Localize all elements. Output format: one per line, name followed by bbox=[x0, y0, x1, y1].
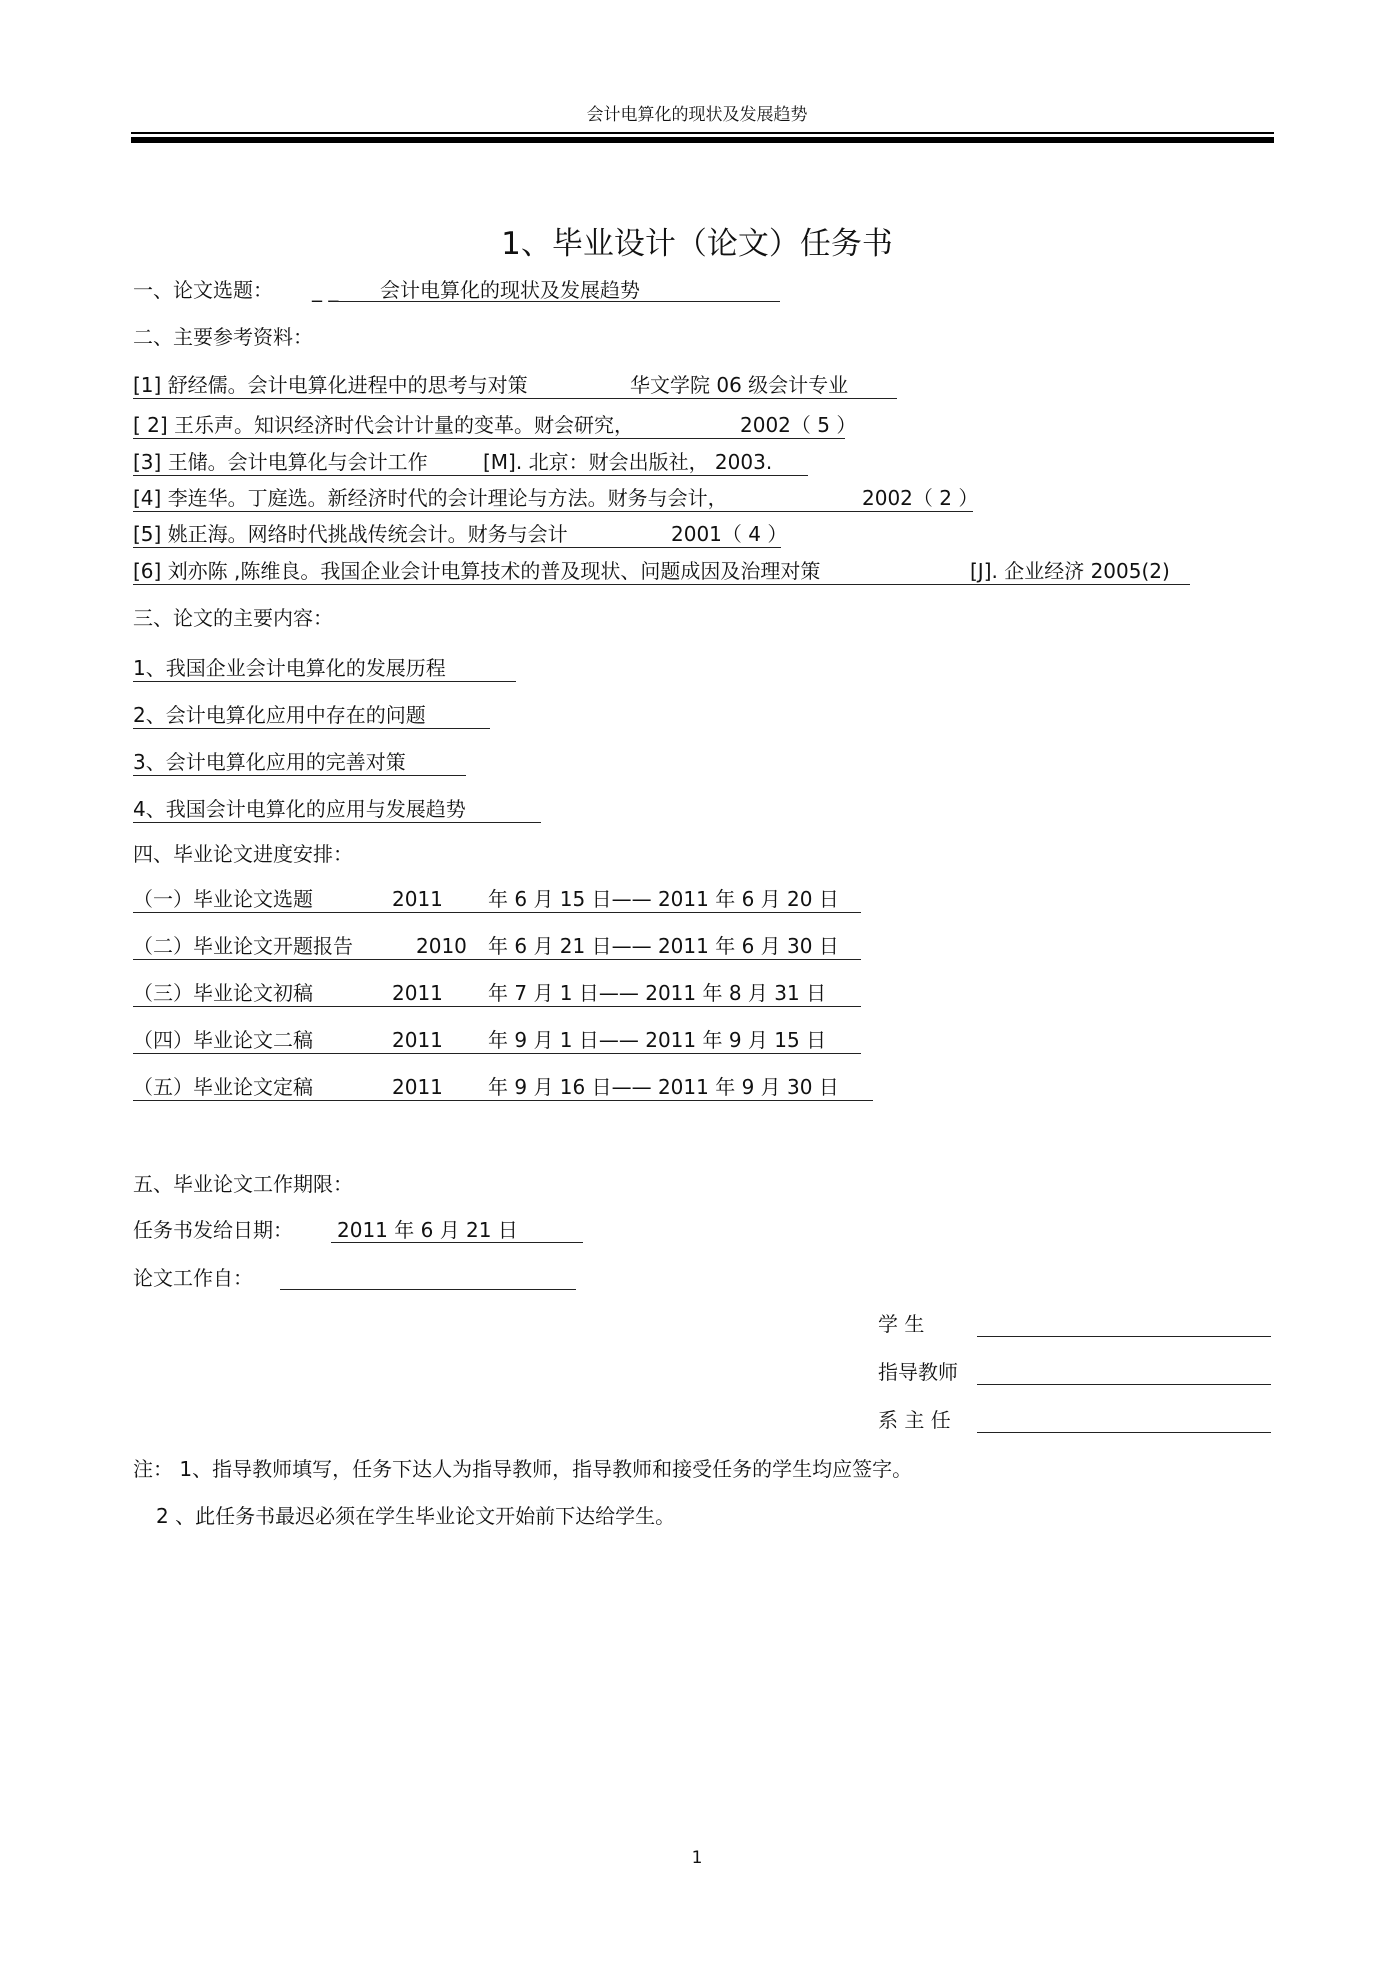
reference-item-6-source: [J]. 企业经济 2005(2) bbox=[970, 559, 1170, 583]
content-item-2: 2、会计电算化应用中存在的问题 bbox=[133, 703, 426, 727]
signature-director-field[interactable] bbox=[977, 1432, 1271, 1433]
schedule-stage-5: （五）毕业论文定稿 bbox=[133, 1075, 313, 1099]
signature-student-field[interactable] bbox=[977, 1336, 1271, 1337]
page-number: 1 bbox=[691, 1848, 703, 1868]
reference-item-2-underline bbox=[133, 438, 845, 439]
reference-item-4-source: 2002（ 2 ） bbox=[862, 486, 979, 510]
schedule-range-3: 年 7 月 1 日—— 2011 年 8 月 31 日 bbox=[488, 981, 827, 1005]
reference-item-2: [ 2] 王乐声。知识经济时代会计计量的变革。财会研究， bbox=[133, 413, 635, 437]
schedule-year-2: 2010 bbox=[416, 934, 467, 958]
reference-item-3: [3] 王储。会计电算化与会计工作 bbox=[133, 450, 428, 474]
signature-director-label: 系 主 任 bbox=[878, 1408, 951, 1432]
reference-item-1-underline bbox=[133, 398, 897, 399]
schedule-stage-1: （一）毕业论文选题 bbox=[133, 887, 313, 911]
schedule-stage-3: （三）毕业论文初稿 bbox=[133, 981, 313, 1005]
content-item-2-underline bbox=[133, 728, 490, 729]
topic-label: 一、论文选题： bbox=[133, 278, 273, 302]
reference-item-4: [4] 李连华。丁庭选。新经济时代的会计理论与方法。财务与会计， bbox=[133, 486, 728, 510]
note-2: 2 、此任务书最迟必须在学生毕业论文开始前下达给学生。 bbox=[156, 1504, 676, 1528]
schedule-year-5: 2011 bbox=[392, 1075, 443, 1099]
schedule-year-4: 2011 bbox=[392, 1028, 443, 1052]
content-item-4: 4、我国会计电算化的应用与发展趋势 bbox=[133, 797, 466, 821]
content-item-3: 3、会计电算化应用的完善对策 bbox=[133, 750, 406, 774]
signature-advisor-field[interactable] bbox=[977, 1384, 1271, 1385]
schedule-item-2-underline bbox=[133, 959, 861, 960]
references-heading: 二、主要参考资料： bbox=[133, 325, 313, 349]
work-period-field[interactable] bbox=[280, 1289, 576, 1290]
note-1: 注： 1、指导教师填写，任务下达人为指导教师，指导教师和接受任务的学生均应签字。 bbox=[133, 1457, 913, 1481]
content-item-1-underline bbox=[133, 681, 516, 682]
schedule-item-4-underline bbox=[133, 1053, 861, 1054]
reference-item-1: [1] 舒经儒。会计电算化进程中的思考与对策 bbox=[133, 373, 528, 397]
signature-advisor-label: 指导教师 bbox=[878, 1360, 958, 1384]
schedule-stage-2: （二）毕业论文开题报告 bbox=[133, 934, 353, 958]
work-period-label: 论文工作自： bbox=[133, 1266, 253, 1290]
schedule-item-5-underline bbox=[133, 1100, 873, 1101]
topic-blank-left: _ _ bbox=[312, 278, 339, 302]
content-item-1: 1、我国企业会计电算化的发展历程 bbox=[133, 656, 446, 680]
reference-item-5-source: 2001（ 4 ） bbox=[671, 522, 788, 546]
reference-item-6-underline bbox=[133, 584, 1190, 585]
issue-date-label: 任务书发给日期： bbox=[133, 1218, 293, 1242]
content-heading: 三、论文的主要内容： bbox=[133, 606, 333, 630]
schedule-item-3-underline bbox=[133, 1006, 861, 1007]
schedule-range-1: 年 6 月 15 日—— 2011 年 6 月 20 日 bbox=[488, 887, 839, 911]
header-rule-thin bbox=[131, 132, 1274, 134]
schedule-heading: 四、毕业论文进度安排： bbox=[133, 842, 353, 866]
running-header: 会计电算化的现状及发展趋势 bbox=[586, 105, 808, 125]
content-item-4-underline bbox=[133, 822, 541, 823]
content-item-3-underline bbox=[133, 775, 466, 776]
reference-item-1-source: 华文学院 06 级会计专业 bbox=[630, 373, 849, 397]
reference-item-6: [6] 刘亦陈 ,陈维良。我国企业会计电算技术的普及现状、问题成因及治理对策 bbox=[133, 559, 821, 583]
topic-value: 会计电算化的现状及发展趋势 bbox=[380, 278, 640, 302]
schedule-year-3: 2011 bbox=[392, 981, 443, 1005]
topic-underline bbox=[330, 301, 780, 302]
reference-item-4-underline bbox=[133, 511, 973, 512]
schedule-year-1: 2011 bbox=[392, 887, 443, 911]
deadline-heading: 五、毕业论文工作期限： bbox=[133, 1172, 353, 1196]
reference-item-5-underline bbox=[133, 547, 781, 548]
reference-item-5: [5] 姚正海。网络时代挑战传统会计。财务与会计 bbox=[133, 522, 568, 546]
schedule-range-2: 年 6 月 21 日—— 2011 年 6 月 30 日 bbox=[488, 934, 839, 958]
schedule-item-1-underline bbox=[133, 912, 861, 913]
reference-item-3-source: [M]. 北京：财会出版社， 2003. bbox=[483, 450, 773, 474]
reference-item-2-source: 2002（ 5 ） bbox=[740, 413, 857, 437]
page-title: 1、毕业设计（论文）任务书 bbox=[501, 226, 893, 262]
issue-date-underline bbox=[331, 1242, 583, 1243]
header-rule-thick bbox=[131, 137, 1274, 143]
reference-item-3-underline bbox=[133, 475, 808, 476]
schedule-range-5: 年 9 月 16 日—— 2011 年 9 月 30 日 bbox=[488, 1075, 839, 1099]
issue-date-value: 2011 年 6 月 21 日 bbox=[337, 1218, 518, 1242]
schedule-stage-4: （四）毕业论文二稿 bbox=[133, 1028, 313, 1052]
schedule-range-4: 年 9 月 1 日—— 2011 年 9 月 15 日 bbox=[488, 1028, 827, 1052]
signature-student-label: 学 生 bbox=[878, 1312, 925, 1336]
